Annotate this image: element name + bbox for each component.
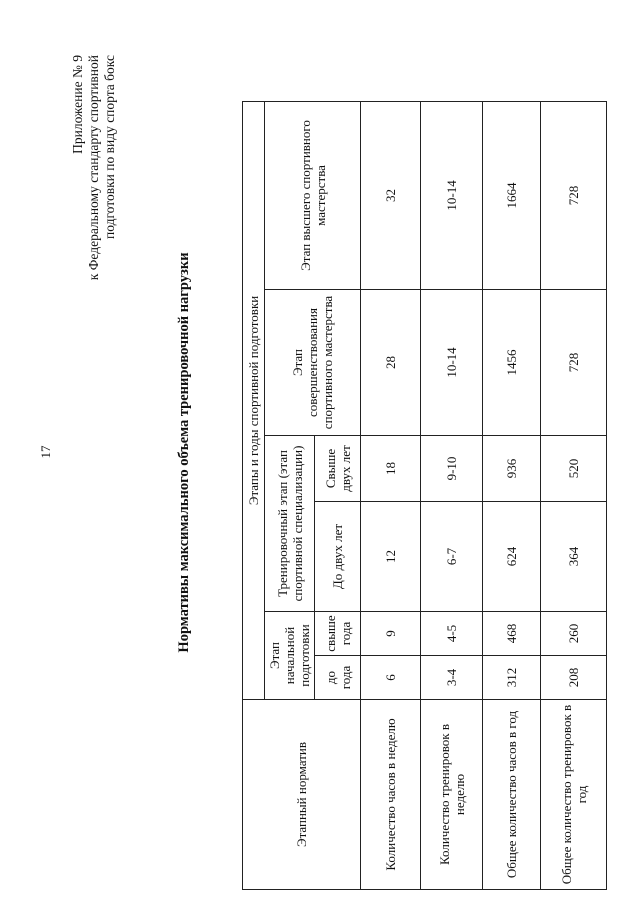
table-row [421, 101, 483, 889]
table-cell: 208 [541, 656, 607, 700]
subheader-training-second: Свыше двух лет [315, 436, 361, 502]
table-cell: 936 [483, 436, 541, 502]
table-cell: 364 [541, 502, 607, 612]
subheader-training-first: До двух лет [315, 502, 361, 612]
page-number: 17 [38, 445, 53, 459]
subheader-initial-second: свыше года [315, 612, 361, 656]
document-title: Нормативы максимального объема тренировочной нагрузки [176, 252, 192, 653]
stage-highest-header: Этап высшего спортивного мастерства [265, 101, 361, 289]
stage-improvement-header: Этап совершенствования спортивного мастерства [265, 290, 361, 436]
appendix-line: Приложение № 9 [70, 55, 85, 154]
table-cell: 728 [541, 101, 607, 289]
table-cell: 12 [361, 502, 421, 612]
appendix-line: к Федеральному стандарту спортивной [86, 55, 101, 281]
table-cell: 6 [361, 656, 421, 700]
table-cell: 312 [483, 656, 541, 700]
table-cell: 624 [483, 502, 541, 612]
table-row [483, 101, 541, 889]
table-cell: 10-14 [421, 101, 483, 289]
table-cell: 28 [361, 290, 421, 436]
stage-training-header: Тренировочный этап (этап спортивной специализации) [265, 436, 315, 612]
table-cell: 260 [541, 612, 607, 656]
stage-initial-header: Этап начальной подготовки [265, 612, 315, 700]
table-cell: 4-5 [421, 612, 483, 656]
table-cell: 1664 [483, 101, 541, 289]
appendix-line: подготовки по виду спорта бокс [102, 55, 117, 239]
appendix-note [70, 55, 118, 375]
table-cell: 728 [541, 290, 607, 436]
table-cell: 520 [541, 436, 607, 502]
table-cell: 9 [361, 612, 421, 656]
table-cell: 468 [483, 612, 541, 656]
row-label: Общее количество часов в год [483, 700, 541, 890]
stages-header: Этапы и годы спортивной подготовки [243, 101, 265, 699]
row-label: Количество тренировок в неделю [421, 700, 483, 890]
row-label: Общее количество тренировок в год [541, 700, 607, 890]
table-cell: 1456 [483, 290, 541, 436]
table-cell: 32 [361, 101, 421, 289]
norms-table [242, 101, 607, 890]
table-cell: 6-7 [421, 502, 483, 612]
table-row [541, 101, 607, 889]
table-row [361, 101, 421, 889]
table-cell: 18 [361, 436, 421, 502]
norm-header: Этапный норматив [243, 700, 361, 890]
table-cell: 10-14 [421, 290, 483, 436]
subheader-initial-first: до года [315, 656, 361, 700]
table-cell: 9-10 [421, 436, 483, 502]
row-label: Количество часов в неделю [361, 700, 421, 890]
table-cell: 3-4 [421, 656, 483, 700]
